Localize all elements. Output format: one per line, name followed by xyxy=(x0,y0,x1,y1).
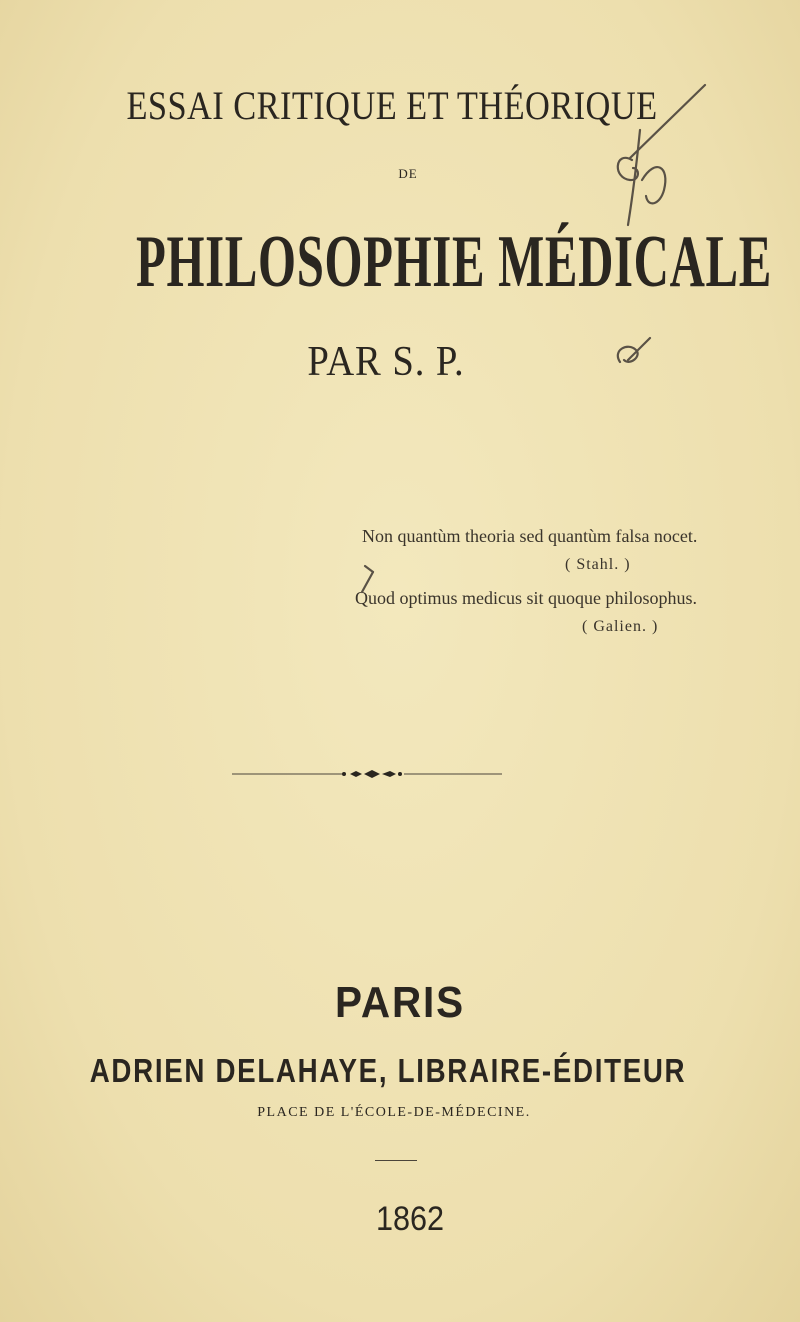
title-line-2: DE xyxy=(398,166,418,181)
imprint-publisher: ADRIEN DELAHAYE, LIBRAIRE-ÉDITEUR xyxy=(89,1052,687,1089)
author-line: PAR S. P. xyxy=(307,339,465,385)
epigraph-2-attribution: ( Galien. ) xyxy=(582,618,659,635)
epigraph-1-attribution: ( Stahl. ) xyxy=(565,556,631,573)
imprint-rule xyxy=(375,1160,417,1161)
ornament-divider xyxy=(232,768,502,780)
imprint-address: PLACE DE L'ÉCOLE-DE-MÉDECINE. xyxy=(257,1105,531,1120)
epigraph-2-quote: Quod optimus medicus sit quoque philosophus. xyxy=(355,588,697,608)
title-line-1: ESSAI CRITIQUE ET THÉORIQUE xyxy=(126,83,658,128)
imprint-year: 1862 xyxy=(375,1200,445,1238)
main-title: PHILOSOPHIE MÉDICALE xyxy=(136,221,773,303)
epigraph-1-quote: Non quantùm theoria sed quantùm falsa nocet. xyxy=(362,526,698,546)
imprint-city: PARIS xyxy=(335,978,465,1027)
